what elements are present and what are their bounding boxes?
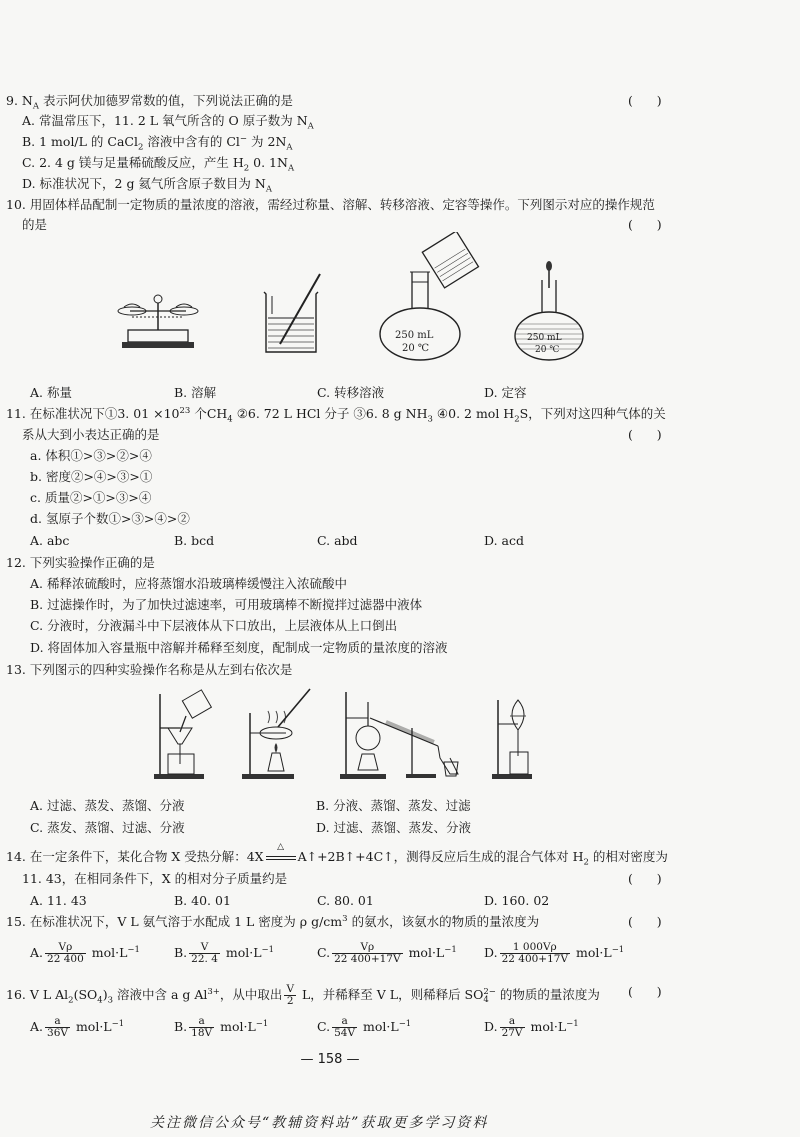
q9-option-a: A. 常温常压下，11. 2 L 氧气所含的 O 原子数为 $N_A$ [22, 113, 314, 132]
q10-option-c: C. 转移溶液 [317, 385, 385, 400]
transfer-solution-figure [372, 232, 492, 362]
q12-stem: 12. 下列实验操作正确的是 [6, 555, 155, 570]
q14-option-a: A. 11. 43 [30, 893, 87, 908]
q13-option-b: B. 分液、蒸馏、蒸发、过滤 [316, 798, 471, 813]
q14-option-c: C. 80. 01 [317, 893, 374, 908]
q9-option-d: D. 标准状况下，2 g 氦气所含原子数目为 $N_A$ [22, 176, 272, 195]
q9-option-b: B. 1 mol/L 的 CaCl$_2$ 溶液中含有的 Cl− 为 $2N_A$ [22, 133, 293, 153]
page-number: — 158 — [300, 1052, 360, 1067]
q11-stem-line2: 系从大到小表达正确的是 [22, 427, 160, 442]
q11-answer-bracket: ( ) [628, 427, 662, 442]
q11-option-b: B. bcd [174, 533, 215, 548]
q12-item-c: C. 分液时，分液漏斗中下层液体从下口放出，上层液体从上口倒出 [30, 618, 398, 633]
q16-option-c: C. $\frac{a}{54V}$ $mol\cdot L^{-1}$ [317, 1015, 412, 1039]
q10-stem-line2: 的是 [22, 217, 48, 232]
q9-option-c: C. 2. 4 g 镁与足量稀硫酸反应，产生 $H_2$ 0. $1N_A$ [22, 155, 295, 174]
q14-stem-line2: 11. 43，在相同条件下，X 的相对分子质量约是 [22, 871, 288, 886]
separatory-funnel-figure [490, 690, 540, 783]
q10-option-d: D. 定容 [484, 385, 527, 400]
q16-stem: 16. V L $Al_2(SO_4)_3$ 溶液中含 a g $Al^{3+}$，从中取出 $\frac{V}{2}$ L，并稀释至 V L，则稀释后 SO 2− 4 的物质的量浓度为 [6, 983, 600, 1007]
q11-item-b: b. 密度②>④>③>① [30, 469, 153, 484]
q12-item-a: A. 稀释浓硫酸时，应将蒸馏水沿玻璃棒缓慢注入浓硫酸中 [30, 576, 347, 591]
q10-option-b: B. 溶解 [174, 385, 217, 400]
q14-option-b: B. 40. 01 [174, 893, 231, 908]
q16-option-b: B. $\frac{a}{18V}$ $mol\cdot L^{-1}$ [174, 1015, 269, 1039]
q15-option-c: C. $\frac{V\rho}{22 400+17V}$ $mol\cdot L^{-1}$ [317, 941, 457, 965]
q12-item-d: D. 将固体加入容量瓶中溶解并稀释至刻度，配制成一定物质的量浓度的溶液 [30, 640, 448, 655]
q14-answer-bracket: ( ) [628, 871, 662, 886]
q12-item-b: B. 过滤操作时，为了加快过滤速率，可用玻璃棒不断搅拌过滤器中液体 [30, 597, 423, 612]
q14-heat-arrow: △ [264, 849, 298, 865]
q16-option-d: D. $\frac{a}{27V}$ $mol\cdot L^{-1}$ [484, 1015, 579, 1039]
q15-option-a: A. $\frac{V\rho}{22 400}$ $mol\cdot L^{-1}$ [30, 941, 140, 965]
q11-option-a: A. abc [30, 533, 70, 548]
balance-figure [110, 285, 205, 355]
q15-stem: 15. 在标准状况下，V L 氨气溶于水配成 1 L 密度为 ρ $g/cm^3$ 的氨水，该氨水的物质的量浓度为 [6, 913, 540, 929]
q16-option-a: A. $\frac{a}{36V}$ $mol\cdot L^{-1}$ [30, 1015, 125, 1039]
evaporation-figure [238, 683, 318, 783]
distillation-figure [338, 688, 468, 783]
final-volume-figure [505, 258, 595, 363]
q11-item-d: d. 氢原子个数①>③>④>② [30, 511, 190, 526]
q11-stem-line1: 11. 在标准状况下①3. $01 \times 10^{23}$ 个$CH_4$ ②6. 72 L HCl 分子 ③6. 8 g $NH_3$ ④0. 2 mol $H_2S$，下列对这四种气体的关 [6, 405, 666, 425]
q11-option-c: C. abd [317, 533, 358, 548]
q9-answer-bracket: ( ) [628, 93, 662, 108]
q10-option-a: A. 称量 [30, 385, 72, 400]
q13-option-d: D. 过滤、蒸馏、蒸发、分液 [316, 820, 472, 835]
q11-item-c: c. 质量②>①>③>④ [30, 490, 152, 505]
dissolving-beaker-figure [258, 268, 333, 358]
q10-answer-bracket: ( ) [628, 217, 662, 232]
q13-option-c: C. 蒸发、蒸馏、过滤、分液 [30, 820, 185, 835]
q15-option-b: B. $\frac{V}{22. 4}$ $mol\cdot L^{-1}$ [174, 941, 275, 965]
flask2-volume-label: 250 mL [527, 333, 562, 343]
flask-volume-label: 250 mL [395, 330, 434, 341]
q13-stem: 13. 下列图示的四种实验操作名称是从左到右依次是 [6, 662, 293, 677]
q14-stem-line1: 14. 在一定条件下，某化合物 X 受热分解：4X △ A↑+2B↑+4C↑，测得反应后生成的混合气体对 $H_2$ 的相对密度为 [6, 842, 668, 868]
footer-promo-text: 关注微信公众号“教辅资料站”获取更多学习资料 [150, 1115, 489, 1131]
q15-option-d: D. $\frac{1 000V\rho}{22 400+17V}$ $mol\cdot L^{-1}$ [484, 941, 625, 965]
q15-answer-bracket: ( ) [628, 914, 662, 929]
q11-option-d: D. acd [484, 533, 524, 548]
flask2-temp-label: 20 ℃ [535, 345, 560, 355]
q11-item-a: a. 体积①>③>②>④ [30, 448, 152, 463]
flask-temp-label: 20 ℃ [402, 343, 430, 354]
filtration-figure [150, 688, 220, 783]
q9-stem: 9. $N_A$ 表示阿伏加德罗常数的值，下列说法正确的是 [6, 93, 293, 112]
q14-option-d: D. 160. 02 [484, 893, 550, 908]
q10-stem-line1: 10. 用固体样品配制一定物质的量浓度的溶液，需经过称量、溶解、转移溶液、定容等操作。下列图示对应的操作规范 [6, 197, 655, 212]
q13-option-a: A. 过滤、蒸发、蒸馏、分液 [30, 798, 185, 813]
q16-answer-bracket: ( ) [628, 984, 662, 999]
